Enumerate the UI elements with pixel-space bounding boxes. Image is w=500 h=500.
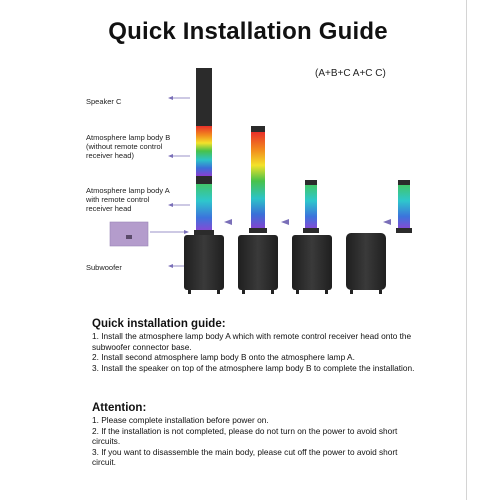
subwoofer-body [346,233,386,290]
lamp-a-body [196,184,212,232]
guide-step: 1. Install the atmosphere lamp body A which with remote control receiver head onto the subwoofer connector base. [92,331,412,352]
attention-item: 2. If the installation is not completed, please do not turn on the power to avoid short circuits. [92,425,398,446]
lamp-body-short [398,185,410,230]
attention-items [92,415,422,468]
arrow-left-icon [383,219,391,225]
arrow-left-icon [168,264,173,268]
tower-c [292,180,332,294]
arrow-left-icon [168,96,173,100]
attention-item: 3. If you want to disassemble the main body, please cut off the power to avoid short circuit. [92,446,398,467]
attention-item: 1. Please complete installation before power on. [92,415,269,425]
standalone-lamp [396,180,412,233]
arrow-left-icon [168,154,173,158]
label-lamp-b-line2: (without remote control [86,142,163,151]
lamp-body-short [305,185,317,230]
label-lamp-a-line2: with remote control [86,195,150,204]
page-edge-divider [466,0,467,500]
subwoofer-body [292,235,332,290]
tower-a-c [238,126,278,294]
arrow-left-icon [281,219,289,225]
label-subwoofer: Subwoofer [86,263,122,272]
subwoofer-body [238,235,278,290]
arrow-left-icon [224,219,232,225]
guide-steps [92,331,422,373]
standalone-subwoofer [346,233,386,294]
combination-options: (A+B+C A+C C) [315,68,386,79]
lamp-body [251,132,265,230]
guide-step: 3. Install the speaker on top of the atmosphere lamp body B to complete the installation. [92,362,415,373]
page-title: Quick Installation Guide [108,18,388,45]
label-lamp-a-line3: receiver head [86,204,132,213]
guide-step: 2. Install second atmosphere lamp body B onto the atmosphere lamp A. [92,352,355,362]
lamp-joint [196,176,212,184]
label-lamp-b-line3: receiver head) [86,151,134,160]
label-lamp-a-line1: Atmosphere lamp body A [86,186,170,195]
remote-receiver-icon [110,222,148,246]
lamp-base [194,230,214,235]
label-speaker-c: Speaker C [86,97,122,106]
attention-title: Attention: [92,402,147,414]
tower-full [184,68,224,294]
guide-title: Quick installation guide: [92,318,226,330]
arrow-left-icon [168,203,173,207]
speaker-c-body [196,68,212,126]
label-lamp-b-line1: Atmosphere lamp body B [86,133,171,142]
arrow-right-icon [184,230,189,234]
subwoofer-body [184,235,224,290]
lamp-b-body [196,126,212,176]
